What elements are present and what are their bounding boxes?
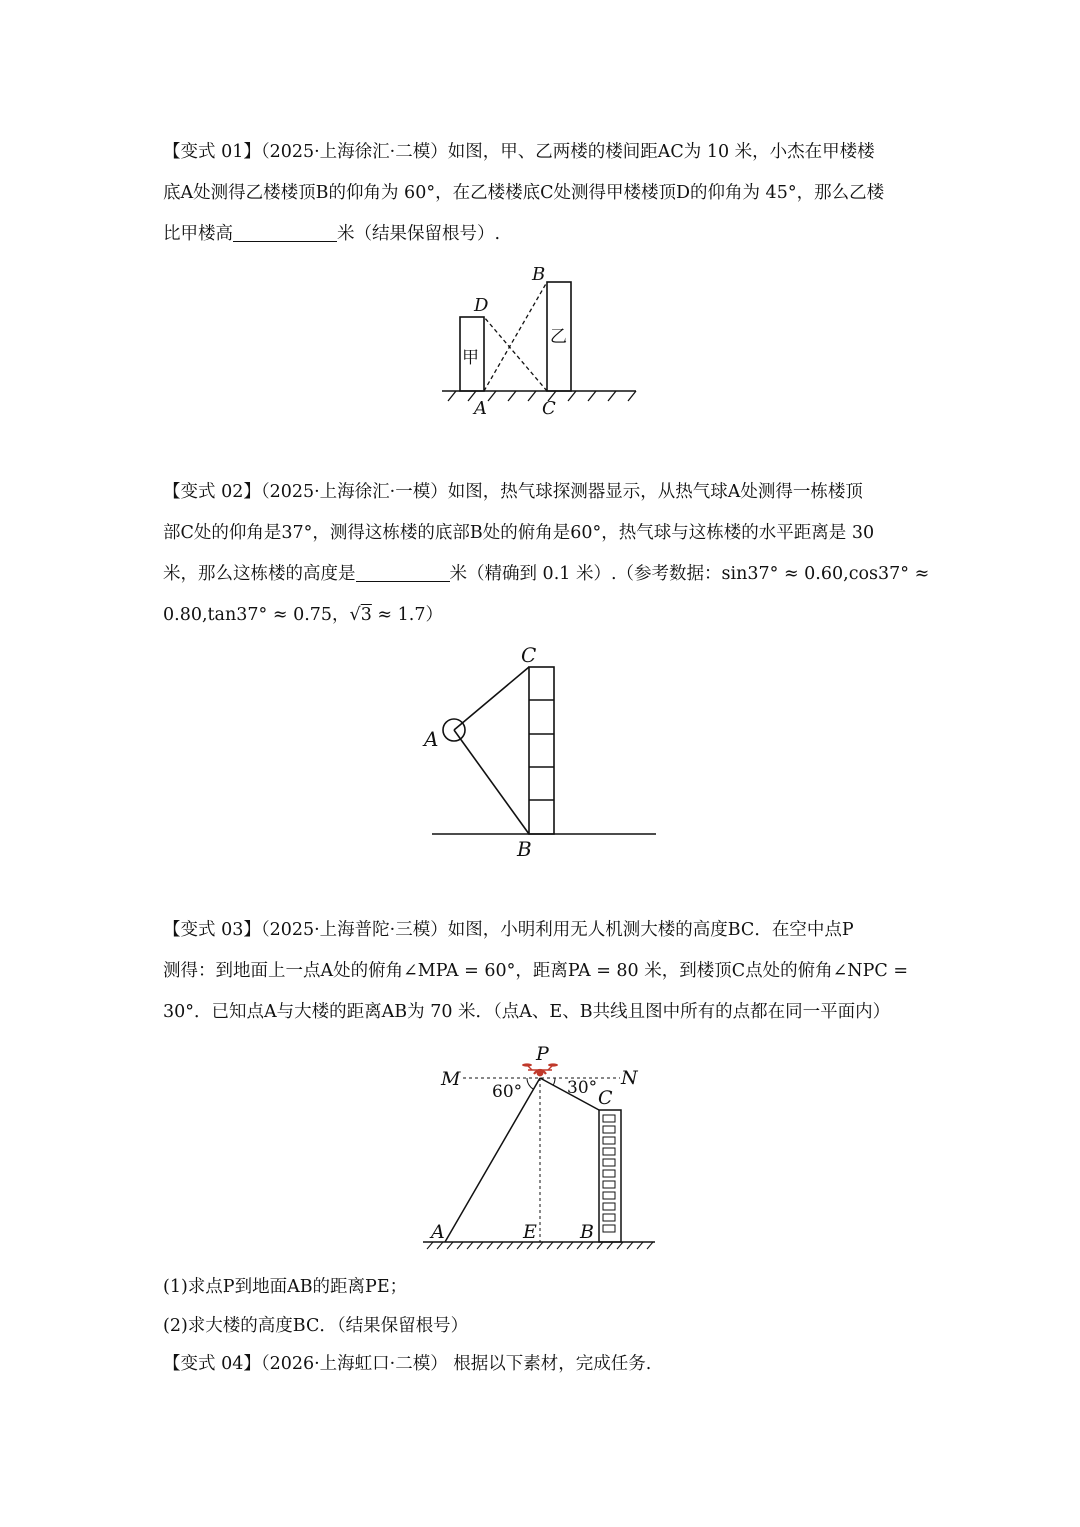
question-1: (1)求点P到地面AB的距离PE； — [163, 1277, 408, 1297]
fig1-label-D: D — [474, 295, 489, 316]
fig1-line-AB — [484, 282, 547, 391]
problem-02 — [163, 472, 930, 636]
problem-03 — [163, 910, 923, 1033]
problem-02-line-1: 【变式 02】（2025·上海徐汇·一模）如图，热气球探测器显示，从热气球A处测得一栋楼顶 — [163, 482, 863, 502]
fig3-label-A: A — [431, 1221, 445, 1243]
drone-icon — [522, 1063, 558, 1076]
fig3-label-M: M — [441, 1068, 461, 1090]
fig3-building — [599, 1110, 621, 1242]
fig2-building — [529, 667, 554, 834]
answer-blank-02[interactable] — [356, 559, 450, 582]
fig3-label-N: N — [621, 1067, 638, 1089]
fig3-label-B: B — [580, 1221, 594, 1243]
problem-01-line-2: 底A处测得乙楼楼顶B的仰角为 60°，在乙楼楼底C处测得甲楼楼顶D的仰角为 45°，那么乙楼 — [163, 183, 885, 203]
fig3-label-C: C — [598, 1087, 613, 1109]
fig3-line-PA — [445, 1078, 540, 1242]
problem-02-line-4-end: ≈ 1.7） — [371, 605, 443, 625]
fig3-label-P: P — [536, 1043, 549, 1065]
problem-02-line-2: 部C处的仰角是37°，测得这栋楼的底部B处的俯角是60°，热气球与这栋楼的水平距离是 30 — [163, 523, 875, 543]
fig1-line-CD — [484, 317, 547, 391]
problem-03-line-3: 30°．已知点A与大楼的距离AB为 70 米．（点A、E、B共线且图中所有的点都在同一平面内） — [163, 1002, 891, 1022]
fig2-line-AB — [454, 730, 529, 834]
answer-blank-01[interactable] — [233, 219, 337, 242]
problem-02-line-4-start: 0.80,tan37° ≈ 0.75， — [163, 605, 350, 625]
fig1-label-C: C — [542, 398, 556, 419]
fig2-label-A: A — [424, 727, 439, 751]
fig1-label-yi: 乙 — [550, 327, 567, 347]
problem-02-line-3-end: 米（精确到 0.1 米）.（参考数据：sin37° ≈ 0.60,cos37° ≈ — [449, 564, 930, 584]
problem-03-line-1: 【变式 03】（2025·上海普陀·三模）如图，小明利用无人机测大楼的高度BC．在空中点P — [163, 920, 854, 940]
problem-01 — [163, 132, 923, 255]
fig3-angle-arc-30 — [553, 1078, 555, 1085]
problem-01-line-3-start: 比甲楼高 — [163, 224, 233, 244]
problem-02-line-4 — [163, 595, 923, 636]
fig2-building-floors — [529, 700, 554, 800]
fig2-label-C: C — [521, 643, 537, 667]
sqrt-argument: 3 — [360, 605, 372, 625]
question-2: (2)求大楼的高度BC．（结果保留根号） — [163, 1316, 469, 1336]
figure-03 — [415, 1040, 665, 1250]
fig1-label-B: B — [532, 264, 546, 285]
fig1-label-jia: 甲 — [462, 348, 479, 368]
problem-02-line-3-start: 米，那么这栋楼的高度是 — [163, 564, 356, 584]
fig3-building-windows — [603, 1115, 615, 1232]
problem-03-line-2: 测得：到地面上一点A处的俯角∠MPA = 60°，距离PA = 80 米，到楼顶C点处的俯角∠NPC = — [163, 961, 909, 981]
fig3-label-E: E — [523, 1221, 537, 1243]
problem-01-line-3-end: 米（结果保留根号）. — [337, 224, 501, 244]
problem-01-line-3 — [163, 214, 923, 255]
problem-04: 【变式 04】（2026·上海虹口·二模） 根据以下素材，完成任务. — [163, 1354, 652, 1374]
fig3-ground-hatch — [427, 1242, 653, 1249]
sqrt-symbol: √ — [349, 605, 361, 625]
problem-02-line-3 — [163, 554, 930, 595]
fig1-label-A: A — [474, 398, 487, 419]
problem-01-line-1: 【变式 01】（2025·上海徐汇·二模）如图，甲、乙两楼的楼间距AC为 10 米，小杰在甲楼楼 — [163, 142, 875, 162]
fig2-label-B: B — [517, 837, 532, 861]
fig3-angle-60: 60° — [492, 1082, 523, 1102]
fig3-angle-arc-60 — [527, 1078, 534, 1089]
fig3-angle-30: 30° — [567, 1078, 598, 1098]
fig2-line-AC — [454, 667, 529, 730]
figure-02 — [420, 640, 670, 870]
figure-01 — [430, 262, 670, 422]
